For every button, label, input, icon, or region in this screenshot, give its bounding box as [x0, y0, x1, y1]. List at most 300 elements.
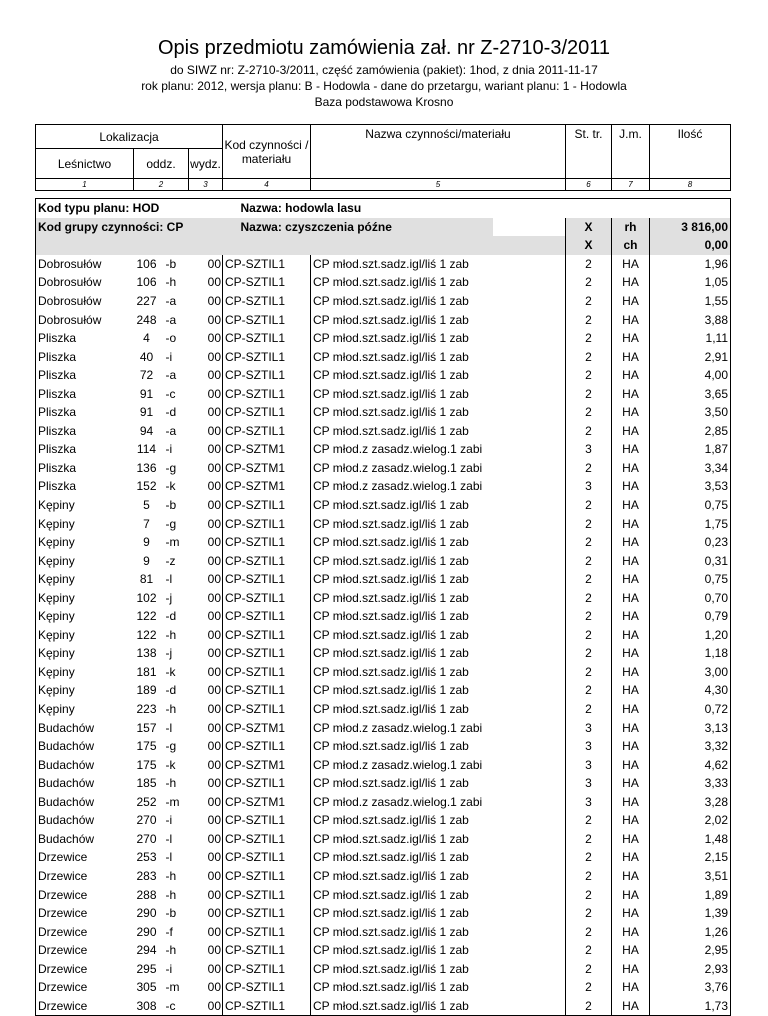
cell-wydz: -h	[165, 702, 177, 717]
cell-ilosc: 3,28	[650, 793, 731, 812]
cell-nazwa: CP młod.szt.sadz.igl/liś 1 zab	[311, 978, 566, 997]
cell-lesnictwo: Drzewice	[38, 961, 88, 976]
cell-ilosc: 3,76	[650, 978, 731, 997]
cell-wydz: -d	[165, 405, 177, 420]
table-header	[35, 124, 731, 191]
cell-jm: HA	[612, 885, 650, 904]
cell-nr: 00	[207, 702, 221, 717]
cell-nr: 00	[207, 368, 221, 383]
cell-jm: HA	[612, 644, 650, 663]
group-jm: ch	[612, 236, 650, 255]
cell-oddz: 305	[136, 980, 157, 995]
cell-kod: CP-SZTM1	[223, 440, 311, 459]
cell-oddz: 157	[136, 720, 157, 735]
cell-jm: HA	[612, 904, 650, 923]
cell-oddz: 9	[143, 553, 150, 568]
cell-sttr: 2	[566, 403, 612, 422]
cell-jm: HA	[612, 997, 650, 1016]
cell-lesnictwo: Budachów	[38, 757, 95, 772]
table-row	[36, 533, 731, 552]
cell-nr: 00	[207, 683, 221, 698]
cell-jm: HA	[612, 737, 650, 756]
cell-nazwa: CP młod.szt.sadz.igl/liś 1 zab	[311, 292, 566, 311]
table-row	[36, 514, 731, 533]
cell-lesnictwo: Pliszka	[38, 386, 77, 401]
plan-type-row	[36, 199, 731, 218]
cell-nazwa: CP młod.szt.sadz.igl/liś 1 zab	[311, 329, 566, 348]
cell-sttr: 2	[566, 922, 612, 941]
cell-nazwa: CP młod.szt.sadz.igl/liś 1 zab	[311, 310, 566, 329]
cell-oddz: 288	[136, 887, 157, 902]
cell-ilosc: 3,51	[650, 867, 731, 886]
cell-ilosc: 4,30	[650, 681, 731, 700]
cell-ilosc: 2,93	[650, 959, 731, 978]
plan-type-name: Nazwa: hodowla lasu	[239, 199, 659, 218]
cell-oddz: 40	[139, 349, 154, 364]
cell-jm: HA	[612, 403, 650, 422]
cell-wydz: -a	[165, 312, 177, 327]
col-wydz: wydz.	[189, 149, 223, 179]
table-row	[36, 941, 731, 960]
cell-sttr: 3	[566, 440, 612, 459]
cell-nr: 00	[207, 813, 221, 828]
cell-wydz: -h	[165, 275, 177, 290]
cell-nazwa: CP młod.szt.sadz.igl/liś 1 zab	[311, 663, 566, 682]
cell-lesnictwo: Dobrosułów	[38, 294, 102, 308]
cell-nazwa: CP młod.szt.sadz.igl/liś 1 zab	[311, 384, 566, 403]
cell-jm: HA	[612, 533, 650, 552]
table-row	[36, 384, 731, 403]
cell-jm: HA	[612, 292, 650, 311]
table-row	[36, 403, 731, 422]
table-row	[36, 496, 731, 515]
cell-nr: 00	[207, 498, 221, 513]
cell-wydz: -b	[165, 256, 177, 271]
group-row	[36, 218, 731, 237]
cell-ilosc: 1,05	[650, 273, 731, 292]
cell-wydz: -a	[165, 423, 177, 438]
cell-jm: HA	[612, 440, 650, 459]
table-row	[36, 310, 731, 329]
subtitle-base: Baza podstawowa Krosno	[314, 95, 454, 109]
cell-ilosc: 3,53	[650, 477, 731, 496]
cell-jm: HA	[612, 310, 650, 329]
cell-oddz: 189	[136, 683, 157, 698]
cell-nr: 00	[207, 961, 221, 976]
cell-ilosc: 0,79	[650, 607, 731, 626]
col-lokalizacja: Lokalizacja	[36, 125, 223, 149]
cell-lesnictwo: Pliszka	[38, 442, 77, 457]
cell-wydz: -z	[165, 553, 176, 568]
cell-lesnictwo: Kępiny	[38, 516, 75, 531]
group-jm: rh	[612, 218, 650, 237]
group-row	[36, 236, 731, 255]
cell-lesnictwo: Drzewice	[38, 980, 88, 995]
group-sttr: X	[566, 218, 612, 237]
cell-kod: CP-SZTIL1	[223, 273, 311, 292]
cell-oddz: 227	[136, 294, 157, 308]
cell-ilosc: 3,88	[650, 310, 731, 329]
cell-nazwa: CP młod.z zasadz.wielog.1 zabi	[311, 440, 566, 459]
cell-oddz: 294	[136, 943, 157, 958]
col-sttr: St. tr.	[566, 125, 612, 179]
cell-sttr: 2	[566, 310, 612, 329]
table-row	[36, 718, 731, 737]
cell-lesnictwo: Kępiny	[38, 627, 75, 642]
cell-lesnictwo: Kępiny	[38, 609, 75, 624]
col-number: 3	[189, 179, 223, 191]
cell-nr: 00	[207, 794, 221, 809]
cell-wydz: -g	[165, 739, 177, 754]
col-nazwa: Nazwa czynności/materiału	[311, 125, 566, 179]
cell-ilosc: 1,75	[650, 514, 731, 533]
cell-wydz: -i	[165, 961, 173, 976]
table-row	[36, 848, 731, 867]
cell-lesnictwo: Kępiny	[38, 590, 75, 605]
cell-lesnictwo: Drzewice	[38, 998, 88, 1013]
cell-sttr: 2	[566, 885, 612, 904]
cell-sttr: 2	[566, 533, 612, 552]
cell-kod: CP-SZTIL1	[223, 885, 311, 904]
cell-nazwa: CP młod.szt.sadz.igl/liś 1 zab	[311, 626, 566, 645]
cell-nazwa: CP młod.szt.sadz.igl/liś 1 zab	[311, 255, 566, 274]
cell-jm: HA	[612, 867, 650, 886]
cell-nr: 00	[207, 572, 221, 587]
cell-ilosc: 1,39	[650, 904, 731, 923]
cell-sttr: 2	[566, 255, 612, 274]
cell-oddz: 72	[139, 368, 154, 383]
cell-ilosc: 1,87	[650, 440, 731, 459]
cell-nazwa: CP młod.szt.sadz.igl/liś 1 zab	[311, 830, 566, 849]
cell-oddz: 91	[139, 405, 154, 420]
cell-nr: 00	[207, 386, 221, 401]
cell-sttr: 3	[566, 755, 612, 774]
cell-nazwa: CP młod.z zasadz.wielog.1 zabi	[311, 793, 566, 812]
cell-lesnictwo: Drzewice	[38, 924, 88, 939]
cell-nazwa: CP młod.szt.sadz.igl/liś 1 zab	[311, 273, 566, 292]
cell-nr: 00	[207, 739, 221, 754]
cell-ilosc: 0,75	[650, 496, 731, 515]
group-ilosc: 0,00	[650, 236, 731, 255]
cell-ilosc: 1,11	[650, 329, 731, 348]
cell-wydz: -l	[165, 850, 173, 865]
cell-nr: 00	[207, 275, 221, 290]
cell-wydz: -j	[165, 590, 173, 605]
cell-lesnictwo: Kępiny	[38, 646, 75, 661]
cell-nazwa: CP młod.szt.sadz.igl/liś 1 zab	[311, 347, 566, 366]
cell-ilosc: 2,15	[650, 848, 731, 867]
cell-lesnictwo: Dobrosułów	[38, 256, 102, 271]
col-jm: J.m.	[612, 125, 650, 179]
cell-nr: 00	[207, 868, 221, 883]
cell-sttr: 2	[566, 959, 612, 978]
cell-kod: CP-SZTIL1	[223, 551, 311, 570]
cell-oddz: 185	[136, 776, 157, 791]
group-ilosc: 3 816,00	[650, 218, 731, 237]
cell-nazwa: CP młod.szt.sadz.igl/liś 1 zab	[311, 774, 566, 793]
cell-nazwa: CP młod.szt.sadz.igl/liś 1 zab	[311, 959, 566, 978]
cell-ilosc: 2,95	[650, 941, 731, 960]
cell-sttr: 2	[566, 607, 612, 626]
table-row	[36, 774, 731, 793]
cell-kod: CP-SZTIL1	[223, 496, 311, 515]
cell-kod: CP-SZTIL1	[223, 422, 311, 441]
col-number: 7	[612, 179, 650, 191]
cell-wydz: -i	[165, 813, 173, 828]
table-row	[36, 867, 731, 886]
cell-lesnictwo: Kępiny	[38, 553, 75, 568]
table-row	[36, 904, 731, 923]
cell-jm: HA	[612, 496, 650, 515]
cell-jm: HA	[612, 366, 650, 385]
table-row	[36, 588, 731, 607]
cell-wydz: -g	[165, 460, 177, 475]
cell-jm: HA	[612, 255, 650, 274]
cell-ilosc: 3,13	[650, 718, 731, 737]
cell-nr: 00	[207, 516, 221, 531]
cell-ilosc: 2,85	[650, 422, 731, 441]
cell-nazwa: CP młod.szt.sadz.igl/liś 1 zab	[311, 997, 566, 1016]
cell-ilosc: 3,00	[650, 663, 731, 682]
cell-nr: 00	[207, 479, 221, 494]
cell-oddz: 223	[136, 702, 157, 717]
table-row	[36, 830, 731, 849]
cell-wydz: -g	[165, 516, 177, 531]
cell-sttr: 2	[566, 588, 612, 607]
cell-lesnictwo: Pliszka	[38, 368, 77, 383]
cell-nazwa: CP młod.szt.sadz.igl/liś 1 zab	[311, 514, 566, 533]
cell-jm: HA	[612, 588, 650, 607]
col-number: 2	[134, 179, 189, 191]
cell-oddz: 136	[136, 460, 157, 475]
cell-nr: 00	[207, 998, 221, 1013]
cell-lesnictwo: Kępiny	[38, 683, 75, 698]
table-row	[36, 607, 731, 626]
cell-lesnictwo: Dobrosułów	[38, 312, 102, 327]
cell-kod: CP-SZTIL1	[223, 737, 311, 756]
table-row	[36, 663, 731, 682]
cell-jm: HA	[612, 793, 650, 812]
cell-nazwa: CP młod.szt.sadz.igl/liś 1 zab	[311, 941, 566, 960]
cell-nazwa: CP młod.szt.sadz.igl/liś 1 zab	[311, 885, 566, 904]
table-row	[36, 422, 731, 441]
cell-oddz: 290	[136, 906, 157, 921]
group-name: Nazwa: czyszczenia późne	[239, 218, 494, 237]
cell-ilosc: 3,32	[650, 737, 731, 756]
cell-lesnictwo: Budachów	[38, 739, 95, 754]
col-number: 1	[36, 179, 134, 191]
cell-sttr: 2	[566, 867, 612, 886]
cell-nr: 00	[207, 256, 221, 271]
cell-lesnictwo: Kępiny	[38, 572, 75, 587]
cell-nazwa: CP młod.szt.sadz.igl/liś 1 zab	[311, 904, 566, 923]
cell-oddz: 270	[136, 831, 157, 846]
cell-ilosc: 2,91	[650, 347, 731, 366]
cell-sttr: 2	[566, 292, 612, 311]
cell-oddz: 308	[136, 998, 157, 1013]
cell-jm: HA	[612, 347, 650, 366]
cell-nr: 00	[207, 980, 221, 995]
cell-nr: 00	[207, 776, 221, 791]
cell-nr: 00	[207, 720, 221, 735]
table-row	[36, 793, 731, 812]
cell-ilosc: 2,02	[650, 811, 731, 830]
cell-nr: 00	[207, 664, 221, 679]
cell-sttr: 3	[566, 737, 612, 756]
table-row	[36, 329, 731, 348]
cell-nr: 00	[207, 609, 221, 624]
cell-nr: 00	[207, 887, 221, 902]
cell-wydz: -b	[165, 498, 177, 513]
cell-wydz: -i	[165, 349, 173, 364]
cell-nazwa: CP młod.z zasadz.wielog.1 zabi	[311, 755, 566, 774]
cell-kod: CP-SZTIL1	[223, 607, 311, 626]
col-oddz: oddz.	[134, 149, 189, 179]
table-row	[36, 292, 731, 311]
cell-oddz: 9	[143, 535, 150, 550]
plan-type-code: Kod typu planu: HOD	[36, 199, 311, 218]
cell-nazwa: CP młod.szt.sadz.igl/liś 1 zab	[311, 700, 566, 719]
cell-nr: 00	[207, 831, 221, 846]
cell-wydz: -o	[165, 331, 177, 346]
cell-wydz: -j	[165, 646, 173, 661]
table-row	[36, 922, 731, 941]
cell-wydz: -h	[165, 868, 177, 883]
cell-wydz: -a	[165, 294, 177, 308]
cell-wydz: -h	[165, 627, 177, 642]
cell-jm: HA	[612, 681, 650, 700]
cell-oddz: 152	[136, 479, 157, 494]
cell-ilosc: 1,18	[650, 644, 731, 663]
cell-sttr: 2	[566, 830, 612, 849]
cell-wydz: -h	[165, 776, 177, 791]
cell-wydz: -i	[165, 442, 173, 457]
cell-wydz: -d	[165, 683, 177, 698]
cell-nr: 00	[207, 646, 221, 661]
cell-ilosc: 1,73	[650, 997, 731, 1016]
cell-sttr: 2	[566, 978, 612, 997]
cell-nr: 00	[207, 460, 221, 475]
cell-lesnictwo: Budachów	[38, 794, 95, 809]
document-title: Opis przedmiotu zamówienia zał. nr Z-2710-3/2011	[157, 37, 611, 59]
cell-kod: CP-SZTIL1	[223, 514, 311, 533]
table-row	[36, 273, 731, 292]
cell-lesnictwo: Drzewice	[38, 850, 88, 865]
cell-nazwa: CP młod.szt.sadz.igl/liś 1 zab	[311, 867, 566, 886]
cell-lesnictwo: Drzewice	[38, 906, 88, 921]
cell-nazwa: CP młod.szt.sadz.igl/liś 1 zab	[311, 607, 566, 626]
cell-sttr: 2	[566, 811, 612, 830]
cell-oddz: 91	[139, 386, 154, 401]
cell-kod: CP-SZTIL1	[223, 255, 311, 274]
cell-jm: HA	[612, 551, 650, 570]
cell-wydz: -m	[165, 794, 180, 809]
cell-jm: HA	[612, 329, 650, 348]
table-row	[36, 570, 731, 589]
cell-sttr: 2	[566, 514, 612, 533]
cell-nazwa: CP młod.szt.sadz.igl/liś 1 zab	[311, 922, 566, 941]
cell-jm: HA	[612, 978, 650, 997]
cell-lesnictwo: Pliszka	[38, 405, 77, 420]
cell-nr: 00	[207, 924, 221, 939]
cell-nazwa: CP młod.szt.sadz.igl/liś 1 zab	[311, 570, 566, 589]
col-ilosc: Ilość	[650, 125, 731, 179]
cell-oddz: 252	[136, 794, 157, 809]
cell-lesnictwo: Pliszka	[38, 479, 77, 494]
cell-nazwa: CP młod.szt.sadz.igl/liś 1 zab	[311, 811, 566, 830]
cell-oddz: 122	[136, 609, 157, 624]
cell-oddz: 122	[136, 627, 157, 642]
group-sttr: X	[566, 236, 612, 255]
cell-sttr: 2	[566, 663, 612, 682]
cell-oddz: 138	[136, 646, 157, 661]
cell-lesnictwo: Kępiny	[38, 535, 75, 550]
cell-ilosc: 1,89	[650, 885, 731, 904]
cell-wydz: -k	[165, 479, 176, 494]
cell-wydz: -l	[165, 720, 173, 735]
cell-nr: 00	[207, 943, 221, 958]
cell-jm: HA	[612, 830, 650, 849]
cell-oddz: 283	[136, 868, 157, 883]
cell-nr: 00	[207, 405, 221, 420]
cell-wydz: -c	[165, 386, 176, 401]
cell-nazwa: CP młod.szt.sadz.igl/liś 1 zab	[311, 848, 566, 867]
cell-sttr: 2	[566, 347, 612, 366]
cell-sttr: 3	[566, 793, 612, 812]
cell-sttr: 2	[566, 459, 612, 478]
cell-kod: CP-SZTIL1	[223, 904, 311, 923]
cell-lesnictwo: Drzewice	[38, 943, 88, 958]
cell-kod: CP-SZTIL1	[223, 978, 311, 997]
cell-jm: HA	[612, 848, 650, 867]
cell-ilosc: 0,23	[650, 533, 731, 552]
cell-oddz: 270	[136, 813, 157, 828]
cell-ilosc: 0,72	[650, 700, 731, 719]
cell-sttr: 2	[566, 626, 612, 645]
table-row	[36, 681, 731, 700]
subtitle-siwz: do SIWZ nr: Z-2710-3/2011, część zamówienia (pakiet): 1hod, z dnia 2011-11-17	[170, 63, 598, 77]
cell-wydz: -m	[165, 980, 180, 995]
cell-kod: CP-SZTIL1	[223, 588, 311, 607]
cell-jm: HA	[612, 718, 650, 737]
cell-kod: CP-SZTIL1	[223, 700, 311, 719]
cell-oddz: 81	[139, 572, 154, 587]
cell-lesnictwo: Pliszka	[38, 423, 77, 438]
cell-nazwa: CP młod.szt.sadz.igl/liś 1 zab	[311, 496, 566, 515]
cell-lesnictwo: Drzewice	[38, 887, 88, 902]
cell-nazwa: CP młod.szt.sadz.igl/liś 1 zab	[311, 737, 566, 756]
cell-nr: 00	[207, 349, 221, 364]
cell-jm: HA	[612, 570, 650, 589]
cell-oddz: 253	[136, 850, 157, 865]
cell-kod: CP-SZTIL1	[223, 292, 311, 311]
cell-lesnictwo: Kępiny	[38, 498, 75, 513]
table-row	[36, 255, 731, 274]
cell-lesnictwo: Pliszka	[38, 349, 77, 364]
cell-wydz: -f	[165, 924, 173, 939]
cell-sttr: 2	[566, 997, 612, 1016]
cell-ilosc: 4,62	[650, 755, 731, 774]
cell-nr: 00	[207, 535, 221, 550]
cell-sttr: 2	[566, 904, 612, 923]
cell-ilosc: 3,65	[650, 384, 731, 403]
cell-wydz: -l	[165, 572, 173, 587]
cell-nr: 00	[207, 627, 221, 642]
cell-jm: HA	[612, 459, 650, 478]
cell-ilosc: 1,20	[650, 626, 731, 645]
cell-kod: CP-SZTIL1	[223, 997, 311, 1016]
table-row	[36, 440, 731, 459]
